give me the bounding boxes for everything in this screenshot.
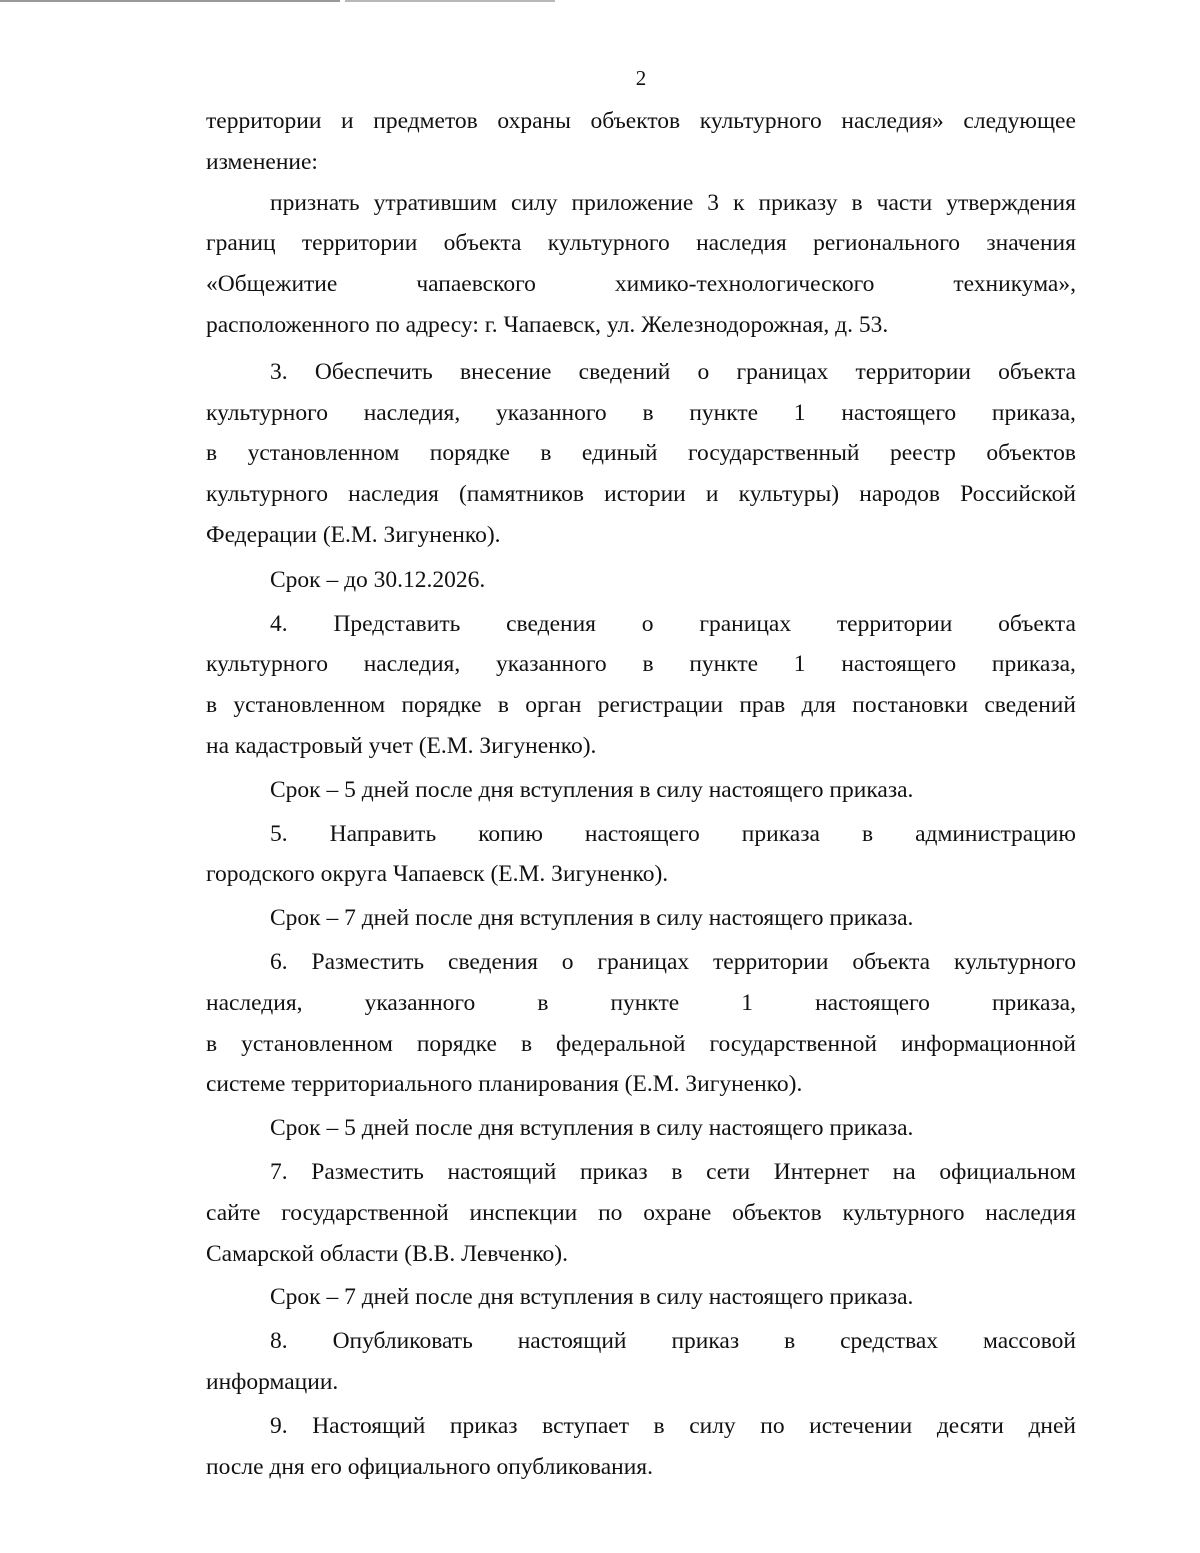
- word: порядке: [429, 440, 510, 467]
- word: наследия: [696, 230, 787, 257]
- word: объекта: [998, 358, 1076, 385]
- word: указанного: [364, 989, 476, 1016]
- word: химико-технологического: [614, 271, 875, 298]
- word: в: [671, 1158, 683, 1185]
- word: наследия,: [363, 399, 461, 426]
- word: границах: [736, 358, 829, 385]
- word: Разместить: [311, 948, 425, 975]
- line-text: Срок – до 30.12.2026.: [270, 566, 486, 593]
- numbered-paragraph-line: [206, 352, 1076, 393]
- text-line: [206, 1362, 1076, 1403]
- word: внесение: [460, 358, 552, 385]
- text-line: [206, 101, 1076, 142]
- text-line: [206, 983, 1076, 1024]
- text-line: [206, 1024, 1076, 1065]
- word: пункте: [610, 989, 680, 1016]
- text-line: [206, 433, 1076, 474]
- word: охраны: [497, 108, 571, 134]
- word: народов: [859, 481, 940, 508]
- word: и: [341, 108, 354, 134]
- word: в: [206, 692, 218, 719]
- word: в: [520, 1030, 533, 1057]
- word: предметов: [373, 108, 478, 134]
- word: в: [861, 820, 874, 847]
- word: сведения: [448, 948, 538, 975]
- word: (памятников: [458, 481, 584, 508]
- word: приказ: [579, 1158, 648, 1185]
- word: приказа: [741, 820, 820, 847]
- word: указанного: [496, 399, 607, 426]
- word: вступает: [542, 1412, 629, 1439]
- word: в: [206, 1030, 218, 1057]
- word: в: [540, 440, 552, 467]
- word: культурного: [842, 1199, 965, 1226]
- text-line: [206, 770, 1076, 811]
- word: официальном: [939, 1158, 1076, 1185]
- word: наследия»: [841, 108, 944, 134]
- numbered-paragraph-line: [206, 1152, 1076, 1193]
- numbered-paragraph-line: [206, 1321, 1076, 1362]
- line-text: Срок – 5 дней после дня вступления в силу настоящего приказа.: [270, 1115, 914, 1142]
- word: территории: [206, 108, 322, 134]
- word: территории: [836, 610, 953, 637]
- line-text: Срок – 7 дней после дня вступления в силу настоящего приказа.: [270, 1284, 914, 1311]
- word: государственной: [281, 1199, 449, 1226]
- line-text: на кадастровый учет (Е.М. Зигуненко).: [206, 732, 597, 759]
- text-line: [206, 223, 1076, 264]
- word: в: [642, 399, 654, 426]
- word: культурного: [206, 399, 328, 426]
- text-line: [206, 644, 1076, 685]
- item-number: 3.: [270, 358, 288, 385]
- word: части: [876, 189, 933, 216]
- word: приказу: [758, 189, 838, 216]
- word: десяти: [936, 1412, 1004, 1439]
- word: приказ: [671, 1328, 740, 1355]
- item-number: 5.: [270, 820, 288, 847]
- word: по: [760, 1412, 785, 1439]
- line-text: после дня его официального опубликования.: [206, 1453, 653, 1480]
- word: приложение: [571, 189, 694, 216]
- word: Интернет: [773, 1158, 870, 1185]
- word: Российской: [960, 481, 1076, 508]
- text-line: [206, 142, 1076, 183]
- word: по: [598, 1199, 623, 1226]
- word: копию: [478, 820, 543, 847]
- word: орган: [525, 692, 582, 719]
- word: 1: [741, 989, 754, 1016]
- word: значения: [986, 230, 1076, 257]
- word: установленном: [247, 440, 400, 467]
- line-text: городского округа Чапаевск (Е.М. Зигуненко).: [206, 861, 669, 888]
- item-number: 9.: [270, 1412, 288, 1439]
- word: культуры): [738, 481, 840, 508]
- word: 3: [707, 189, 720, 216]
- word: техникума»,: [953, 271, 1076, 298]
- word: утратившим: [373, 189, 497, 216]
- word: в: [784, 1328, 796, 1355]
- word: наследия: [348, 481, 439, 508]
- line-text: Самарской области (В.В. Левченко).: [206, 1240, 568, 1267]
- word: государственный: [687, 440, 860, 467]
- word: настоящего: [841, 651, 957, 678]
- word: государственной: [709, 1030, 877, 1057]
- word: федеральной: [556, 1030, 686, 1057]
- word: объектов: [732, 1199, 822, 1226]
- text-line: [206, 1447, 1076, 1488]
- item-number: 8.: [270, 1328, 288, 1355]
- text-line: [206, 474, 1076, 515]
- text-line: [206, 560, 1076, 601]
- word: в: [206, 440, 218, 467]
- text-line: [206, 515, 1076, 556]
- word: регионального: [813, 230, 961, 257]
- line-text: Срок – 5 дней после дня вступления в силу настоящего приказа.: [270, 776, 914, 803]
- word: Опубликовать: [332, 1328, 473, 1355]
- word: культурного: [699, 108, 822, 134]
- text-line: [206, 685, 1076, 726]
- word: регистрации: [597, 692, 724, 719]
- word: пункте: [689, 399, 759, 426]
- text-line: [206, 264, 1076, 305]
- word: в: [497, 692, 509, 719]
- word: 1: [793, 399, 806, 426]
- word: настоящего: [815, 989, 930, 1016]
- word: сведений: [984, 692, 1076, 719]
- word: в: [851, 189, 863, 216]
- word: Представить: [333, 610, 461, 637]
- line-text: расположенного по адресу: г. Чапаевск, ул. Железнодорожная, д. 53.: [206, 311, 889, 338]
- word: в: [537, 989, 549, 1016]
- word: приказа,: [991, 989, 1076, 1016]
- word: настоящий: [447, 1158, 557, 1185]
- word: настоящего: [841, 399, 957, 426]
- word: силу: [511, 189, 558, 216]
- word: о: [641, 610, 654, 637]
- text-line: [206, 305, 1076, 346]
- word: массовой: [982, 1328, 1076, 1355]
- numbered-paragraph-line: [206, 1406, 1076, 1447]
- text-line: [206, 1064, 1076, 1105]
- word: культурного: [206, 651, 328, 678]
- text-line: [206, 854, 1076, 895]
- word: приказ: [449, 1412, 518, 1439]
- word: истории: [604, 481, 686, 508]
- line-text: изменение:: [206, 148, 318, 175]
- word: наследия,: [363, 651, 461, 678]
- word: территории: [713, 948, 829, 975]
- word: дней: [1028, 1412, 1076, 1439]
- word: информационной: [900, 1030, 1076, 1057]
- word: Разместить: [311, 1158, 424, 1185]
- word: сведений: [578, 358, 671, 385]
- word: объектов: [590, 108, 681, 134]
- text-line: [206, 1277, 1076, 1318]
- word: постановки: [852, 692, 969, 719]
- word: в: [642, 651, 654, 678]
- word: прав: [739, 692, 786, 719]
- word: объектов: [986, 440, 1076, 467]
- word: чапаевского: [416, 271, 536, 298]
- word: порядке: [401, 692, 482, 719]
- word: утверждения: [946, 189, 1076, 216]
- word: силу: [689, 1412, 736, 1439]
- word: сети: [706, 1158, 751, 1185]
- word: «Общежитие: [206, 271, 338, 298]
- word: настоящий: [517, 1328, 627, 1355]
- word: на: [892, 1158, 916, 1185]
- line-text: Срок – 7 дней после дня вступления в силу настоящего приказа.: [270, 905, 914, 932]
- word: администрацию: [915, 820, 1076, 847]
- numbered-paragraph-line: [206, 814, 1076, 855]
- numbered-paragraph-line: [206, 942, 1076, 983]
- word: сайте: [206, 1199, 261, 1226]
- word: следующее: [963, 108, 1076, 134]
- word: территории: [855, 358, 971, 385]
- line-text: информации.: [206, 1368, 339, 1395]
- word: приказа,: [991, 399, 1076, 426]
- line-text: Федерации (Е.М. Зигуненко).: [206, 521, 501, 548]
- item-number: 7.: [270, 1158, 288, 1185]
- text-line: [206, 183, 1076, 224]
- word: признать: [270, 189, 360, 216]
- word: пункте: [689, 651, 759, 678]
- word: 1: [793, 651, 806, 678]
- text-line: [206, 393, 1076, 434]
- word: объекта: [852, 948, 931, 975]
- text-line: [206, 1193, 1076, 1234]
- text-line: [206, 1234, 1076, 1275]
- word: Обеспечить: [314, 358, 433, 385]
- word: настоящего: [584, 820, 700, 847]
- word: охране: [643, 1199, 712, 1226]
- word: установленном: [241, 1030, 393, 1057]
- word: границах: [597, 948, 690, 975]
- word: наследия,: [206, 989, 303, 1016]
- word: приказа,: [991, 651, 1076, 678]
- scan-edge-line: [0, 0, 340, 2]
- word: истечении: [809, 1412, 913, 1439]
- word: и: [705, 481, 719, 508]
- text-line: [206, 1108, 1076, 1149]
- text-line: [206, 726, 1076, 767]
- word: культурного: [206, 481, 328, 508]
- word: указанного: [496, 651, 607, 678]
- word: для: [801, 692, 836, 719]
- word: Направить: [329, 820, 437, 847]
- word: в: [653, 1412, 665, 1439]
- word: культурного: [954, 948, 1076, 975]
- item-number: 6.: [270, 948, 288, 975]
- word: о: [561, 948, 574, 975]
- item-number: 4.: [270, 610, 288, 637]
- word: единый: [581, 440, 658, 467]
- page-number: 2: [635, 66, 647, 90]
- word: объекта: [998, 610, 1076, 637]
- word: о: [697, 358, 710, 385]
- word: территории: [301, 230, 418, 257]
- line-text: системе территориального планирования (Е.М. Зигуненко).: [206, 1071, 803, 1098]
- document-body: [206, 101, 1076, 1487]
- numbered-paragraph-line: [206, 604, 1076, 645]
- word: средствах: [840, 1328, 939, 1355]
- word: Настоящий: [312, 1412, 426, 1439]
- word: наследия: [985, 1199, 1076, 1226]
- word: границ: [206, 230, 276, 257]
- word: сведения: [506, 610, 596, 637]
- word: к: [733, 189, 745, 216]
- scan-edge-line: [345, 0, 555, 2]
- word: инспекции: [469, 1199, 578, 1226]
- word: объекта: [443, 230, 522, 257]
- word: границах: [699, 610, 792, 637]
- word: установленном: [233, 692, 386, 719]
- word: культурного: [547, 230, 670, 257]
- word: реестр: [889, 440, 956, 467]
- text-line: [206, 898, 1076, 939]
- word: порядке: [416, 1030, 497, 1057]
